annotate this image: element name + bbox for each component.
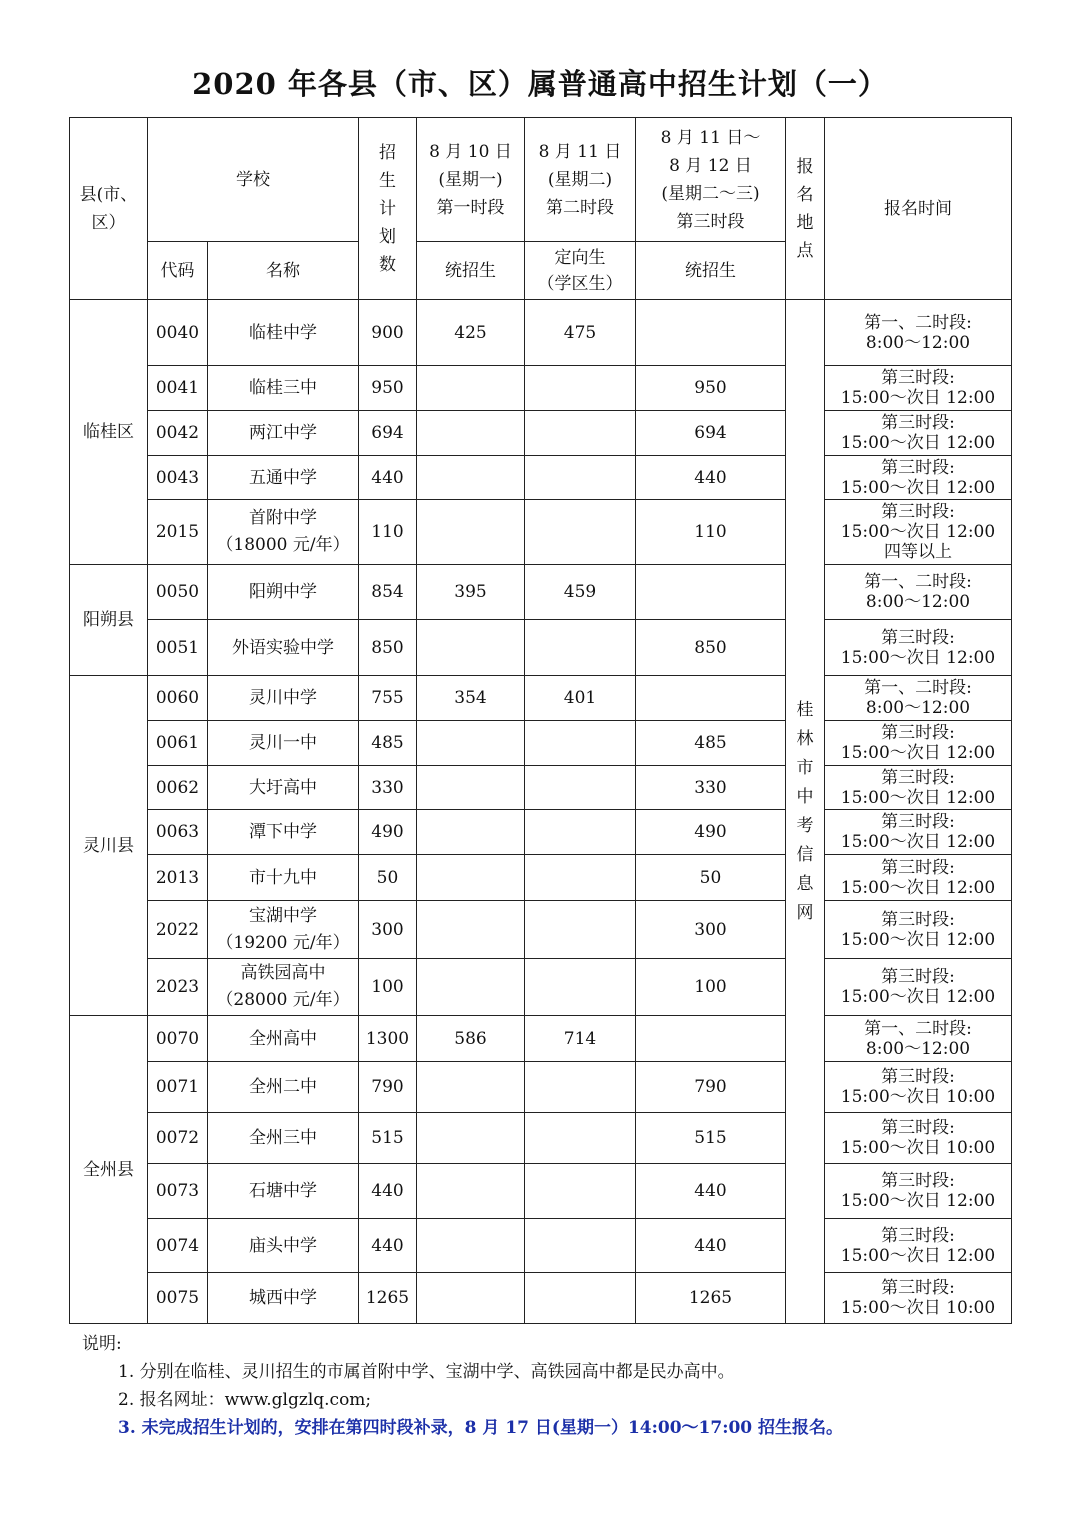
registration-time-line: 第三时段: bbox=[881, 723, 955, 743]
note-1: 1. 分别在临桂、灵川招生的市属首附中学、宝湖中学、高铁园高中都是民办高中。 bbox=[118, 1362, 735, 1382]
period-1-cell bbox=[417, 500, 525, 565]
period-3-cell: 100 bbox=[636, 959, 786, 1016]
plan-cell: 440 bbox=[359, 1219, 417, 1273]
plan-cell: 110 bbox=[359, 500, 417, 565]
table-row bbox=[70, 721, 1012, 766]
notes bbox=[82, 1330, 1042, 1442]
code-cell: 0040 bbox=[148, 300, 208, 366]
registration-time-line: 15:00～次日 10:00 bbox=[840, 1087, 996, 1107]
registration-time-cell bbox=[825, 456, 1012, 500]
registration-time-line: 15:00～次日 12:00 bbox=[840, 647, 996, 668]
school-name-line: 两江中学 bbox=[249, 423, 317, 443]
registration-time-line: 15:00～次日 10:00 bbox=[840, 1298, 996, 1318]
registration-time-line: 第三时段: bbox=[881, 1118, 955, 1138]
table-row bbox=[70, 901, 1012, 959]
school-name-line: 宝湖中学 bbox=[249, 905, 317, 926]
registration-time-cell bbox=[825, 1016, 1012, 1062]
plan-cell: 490 bbox=[359, 810, 417, 855]
registration-time-line: 15:00～次日 12:00 bbox=[840, 929, 996, 950]
school-name-line: （28000 元/年） bbox=[216, 990, 350, 1010]
period-3-cell: 440 bbox=[636, 456, 786, 500]
period-1-cell: 425 bbox=[417, 300, 525, 366]
period-3-cell: 950 bbox=[636, 366, 786, 411]
school-name-cell bbox=[208, 1273, 359, 1324]
registration-time-line: 8:00～12:00 bbox=[865, 592, 971, 612]
plan-cell: 900 bbox=[359, 300, 417, 366]
code-cell: 0074 bbox=[148, 1219, 208, 1273]
registration-time-line: 第三时段: bbox=[881, 1171, 955, 1191]
registration-time-cell bbox=[825, 411, 1012, 456]
period-1-cell bbox=[417, 901, 525, 959]
school-name-line: （19200 元/年） bbox=[216, 932, 350, 953]
school-name-line: 阳朔中学 bbox=[249, 582, 317, 602]
header-period-2: 8 月 11 日 (星期二) 第二时段 bbox=[525, 118, 636, 242]
school-name-cell bbox=[208, 620, 359, 676]
registration-time-cell bbox=[825, 1062, 1012, 1113]
period-2-cell bbox=[525, 1219, 636, 1273]
table-row bbox=[70, 1062, 1012, 1113]
code-cell: 2023 bbox=[148, 959, 208, 1016]
code-cell: 0051 bbox=[148, 620, 208, 676]
period-1-cell: 354 bbox=[417, 676, 525, 721]
registration-time-line: 15:00～次日 12:00 bbox=[840, 477, 996, 498]
registration-time-cell bbox=[825, 1273, 1012, 1324]
school-name-line: 全州二中 bbox=[249, 1077, 317, 1097]
registration-time-cell bbox=[825, 366, 1012, 411]
period-2-cell bbox=[525, 1164, 636, 1219]
period-2-cell: 475 bbox=[525, 300, 636, 366]
period-1-cell bbox=[417, 411, 525, 456]
registration-time-cell bbox=[825, 901, 1012, 959]
period-2-cell bbox=[525, 901, 636, 959]
period-1-cell bbox=[417, 1062, 525, 1113]
code-cell: 2013 bbox=[148, 855, 208, 901]
school-name-line: 市十九中 bbox=[249, 867, 317, 888]
registration-time-cell bbox=[825, 620, 1012, 676]
school-name-cell bbox=[208, 1219, 359, 1273]
period-3-cell bbox=[636, 300, 786, 366]
header-p3-type: 统招生 bbox=[636, 242, 786, 300]
table-row bbox=[70, 855, 1012, 901]
school-name-line: 高铁园高中 bbox=[240, 963, 326, 983]
period-2-cell bbox=[525, 620, 636, 676]
period-3-cell: 1265 bbox=[636, 1273, 786, 1324]
registration-time-line: 四等以上 bbox=[884, 542, 952, 562]
school-name-cell bbox=[208, 766, 359, 810]
period-2-cell bbox=[525, 721, 636, 766]
table-row bbox=[70, 366, 1012, 411]
code-cell: 0063 bbox=[148, 810, 208, 855]
period-2-cell bbox=[525, 456, 636, 500]
period-1-cell bbox=[417, 456, 525, 500]
registration-time-line: 第三时段: bbox=[881, 909, 955, 930]
registration-time-line: 第一、二时段: bbox=[864, 572, 972, 592]
county-cell: 临桂区 bbox=[70, 300, 148, 565]
school-name-cell bbox=[208, 855, 359, 901]
registration-time-cell bbox=[825, 300, 1012, 366]
table-row bbox=[70, 411, 1012, 456]
code-cell: 2015 bbox=[148, 500, 208, 565]
registration-time-line: 第一、二时段: bbox=[864, 312, 972, 333]
period-2-cell: 401 bbox=[525, 676, 636, 721]
school-name-line: 庙头中学 bbox=[249, 1235, 317, 1256]
registration-time-line: 15:00～次日 12:00 bbox=[840, 1245, 996, 1266]
table-body bbox=[70, 300, 1012, 1324]
county-cell: 全州县 bbox=[70, 1016, 148, 1324]
county-cell: 灵川县 bbox=[70, 676, 148, 1016]
plan-cell: 485 bbox=[359, 721, 417, 766]
period-3-cell: 694 bbox=[636, 411, 786, 456]
registration-time-line: 第三时段: bbox=[881, 1278, 955, 1298]
registration-time-line: 15:00～次日 12:00 bbox=[840, 987, 996, 1007]
period-2-cell bbox=[525, 810, 636, 855]
registration-time-cell bbox=[825, 766, 1012, 810]
period-1-cell bbox=[417, 810, 525, 855]
plan-cell: 1265 bbox=[359, 1273, 417, 1324]
period-3-cell: 790 bbox=[636, 1062, 786, 1113]
registration-time-cell bbox=[825, 500, 1012, 565]
registration-time-line: 15:00～次日 12:00 bbox=[840, 877, 996, 898]
school-name-cell bbox=[208, 411, 359, 456]
school-name-cell bbox=[208, 456, 359, 500]
period-3-cell bbox=[636, 565, 786, 620]
registration-time-line: 15:00～次日 12:00 bbox=[840, 433, 996, 453]
period-1-cell bbox=[417, 1164, 525, 1219]
period-2-cell bbox=[525, 1273, 636, 1324]
note-2: 2. 报名网址：www.glgzlq.com; bbox=[118, 1390, 372, 1410]
registration-time-line: 第三时段: bbox=[881, 502, 955, 522]
table-row bbox=[70, 456, 1012, 500]
table-row bbox=[70, 810, 1012, 855]
header-name: 名称 bbox=[208, 242, 359, 300]
registration-time-line: 第三时段: bbox=[881, 457, 955, 478]
period-1-cell: 586 bbox=[417, 1016, 525, 1062]
school-name-line: 灵川中学 bbox=[249, 688, 317, 708]
period-1-cell bbox=[417, 1273, 525, 1324]
table-row bbox=[70, 1113, 1012, 1164]
school-name-line: 石塘中学 bbox=[249, 1181, 317, 1201]
registration-time-cell bbox=[825, 959, 1012, 1016]
plan-cell: 100 bbox=[359, 959, 417, 1016]
period-2-cell bbox=[525, 411, 636, 456]
notes-heading: 说明: bbox=[82, 1334, 122, 1354]
plan-cell: 515 bbox=[359, 1113, 417, 1164]
period-1-cell bbox=[417, 366, 525, 411]
school-name-line: 潭下中学 bbox=[249, 822, 317, 842]
registration-time-line: 第三时段: bbox=[881, 368, 955, 388]
period-3-cell: 490 bbox=[636, 810, 786, 855]
period-1-cell bbox=[417, 721, 525, 766]
period-1-cell bbox=[417, 620, 525, 676]
plan-cell: 790 bbox=[359, 1062, 417, 1113]
registration-site-text: 桂林市中考信息网 bbox=[796, 699, 814, 923]
period-3-cell bbox=[636, 1016, 786, 1062]
header-period-3: 8 月 11 日～ 8 月 12 日 (星期二～三) 第三时段 bbox=[636, 118, 786, 242]
school-name-cell bbox=[208, 500, 359, 565]
county-cell: 阳朔县 bbox=[70, 565, 148, 676]
period-3-cell: 850 bbox=[636, 620, 786, 676]
school-name-cell bbox=[208, 901, 359, 959]
table-row bbox=[70, 676, 1012, 721]
header-period-1: 8 月 10 日 (星期一) 第一时段 bbox=[417, 118, 525, 242]
registration-time-line: 第三时段: bbox=[881, 1067, 955, 1087]
table-row bbox=[70, 1219, 1012, 1273]
code-cell: 0075 bbox=[148, 1273, 208, 1324]
header-code: 代码 bbox=[148, 242, 208, 300]
school-name-line: 首附中学 bbox=[249, 508, 317, 528]
code-cell: 0041 bbox=[148, 366, 208, 411]
code-cell: 0070 bbox=[148, 1016, 208, 1062]
registration-time-line: 15:00～次日 12:00 bbox=[840, 522, 996, 542]
plan-cell: 50 bbox=[359, 855, 417, 901]
period-2-cell bbox=[525, 366, 636, 411]
registration-time-line: 15:00～次日 12:00 bbox=[840, 832, 996, 852]
school-name-cell bbox=[208, 565, 359, 620]
code-cell: 0060 bbox=[148, 676, 208, 721]
code-cell: 0062 bbox=[148, 766, 208, 810]
registration-time-line: 第三时段: bbox=[881, 627, 955, 648]
registration-site-cell bbox=[786, 300, 825, 1324]
school-name-cell bbox=[208, 1113, 359, 1164]
header-p2-type: 定向生 （学区生） bbox=[525, 242, 636, 300]
registration-time-line: 第一、二时段: bbox=[864, 1018, 972, 1039]
period-3-cell: 300 bbox=[636, 901, 786, 959]
registration-time-line: 8:00～12:00 bbox=[865, 1038, 971, 1059]
table-row bbox=[70, 565, 1012, 620]
plan-cell: 694 bbox=[359, 411, 417, 456]
note-3: 3. 未完成招生计划的，安排在第四时段补录，8 月 17 日(星期一）14:00～17:00 招生报名。 bbox=[118, 1418, 844, 1438]
code-cell: 0071 bbox=[148, 1062, 208, 1113]
registration-time-cell bbox=[825, 855, 1012, 901]
header-county: 县(市、区） bbox=[70, 118, 148, 300]
school-name-line: （18000 元/年） bbox=[216, 535, 350, 555]
code-cell: 2022 bbox=[148, 901, 208, 959]
registration-time-cell bbox=[825, 676, 1012, 721]
registration-time-line: 15:00～次日 12:00 bbox=[840, 743, 996, 763]
plan-cell: 440 bbox=[359, 1164, 417, 1219]
plan-cell: 850 bbox=[359, 620, 417, 676]
header-p1-type: 统招生 bbox=[417, 242, 525, 300]
registration-time-line: 第三时段: bbox=[881, 1225, 955, 1246]
table-row bbox=[70, 1164, 1012, 1219]
school-name-line: 全州高中 bbox=[249, 1028, 317, 1049]
school-name-cell bbox=[208, 810, 359, 855]
school-name-line: 五通中学 bbox=[249, 467, 317, 488]
registration-time-line: 15:00～次日 12:00 bbox=[840, 1191, 996, 1211]
school-name-line: 大圩高中 bbox=[249, 777, 317, 798]
header-site: 报名地点 bbox=[786, 118, 825, 300]
registration-time-cell bbox=[825, 1164, 1012, 1219]
registration-time-cell bbox=[825, 1219, 1012, 1273]
period-2-cell: 714 bbox=[525, 1016, 636, 1062]
plan-cell: 300 bbox=[359, 901, 417, 959]
school-name-cell bbox=[208, 300, 359, 366]
plan-cell: 330 bbox=[359, 766, 417, 810]
code-cell: 0073 bbox=[148, 1164, 208, 1219]
plan-cell: 950 bbox=[359, 366, 417, 411]
table-row bbox=[70, 500, 1012, 565]
code-cell: 0043 bbox=[148, 456, 208, 500]
school-name-cell bbox=[208, 1164, 359, 1219]
period-1-cell bbox=[417, 959, 525, 1016]
registration-time-line: 第一、二时段: bbox=[864, 678, 972, 698]
registration-time-line: 第三时段: bbox=[881, 812, 955, 832]
table-row bbox=[70, 1016, 1012, 1062]
header-plan: 招生计划数 bbox=[359, 118, 417, 300]
school-name-line: 临桂中学 bbox=[249, 322, 317, 343]
school-name-cell bbox=[208, 366, 359, 411]
period-2-cell bbox=[525, 766, 636, 810]
code-cell: 0042 bbox=[148, 411, 208, 456]
period-3-cell: 440 bbox=[636, 1219, 786, 1273]
period-2-cell bbox=[525, 855, 636, 901]
period-1-cell: 395 bbox=[417, 565, 525, 620]
school-name-cell bbox=[208, 1062, 359, 1113]
registration-time-line: 15:00～次日 12:00 bbox=[840, 787, 996, 808]
period-3-cell: 440 bbox=[636, 1164, 786, 1219]
table-row bbox=[70, 1273, 1012, 1324]
registration-time-cell bbox=[825, 1113, 1012, 1164]
code-cell: 0061 bbox=[148, 721, 208, 766]
plan-cell: 755 bbox=[359, 676, 417, 721]
registration-time-line: 8:00～12:00 bbox=[865, 332, 971, 353]
period-3-cell: 50 bbox=[636, 855, 786, 901]
table-row bbox=[70, 959, 1012, 1016]
code-cell: 0050 bbox=[148, 565, 208, 620]
code-cell: 0072 bbox=[148, 1113, 208, 1164]
registration-time-line: 第三时段: bbox=[881, 767, 955, 788]
period-2-cell bbox=[525, 959, 636, 1016]
period-2-cell bbox=[525, 500, 636, 565]
period-3-cell: 110 bbox=[636, 500, 786, 565]
period-2-cell: 459 bbox=[525, 565, 636, 620]
registration-time-line: 8:00～12:00 bbox=[865, 698, 971, 718]
registration-time-line: 15:00～次日 12:00 bbox=[840, 388, 996, 408]
school-name-line: 外语实验中学 bbox=[232, 637, 334, 658]
period-3-cell: 515 bbox=[636, 1113, 786, 1164]
period-3-cell: 330 bbox=[636, 766, 786, 810]
registration-time-line: 第三时段: bbox=[881, 857, 955, 878]
table-row bbox=[70, 620, 1012, 676]
header-time: 报名时间 bbox=[825, 118, 1012, 300]
school-name-cell bbox=[208, 721, 359, 766]
period-1-cell bbox=[417, 855, 525, 901]
period-1-cell bbox=[417, 766, 525, 810]
school-name-cell bbox=[208, 676, 359, 721]
page-title: 2020 年各县（市、区）属普通高中招生计划（一） bbox=[192, 67, 888, 101]
school-name-line: 灵川一中 bbox=[249, 733, 317, 753]
school-name-cell bbox=[208, 1016, 359, 1062]
registration-time-cell bbox=[825, 721, 1012, 766]
period-1-cell bbox=[417, 1113, 525, 1164]
period-2-cell bbox=[525, 1062, 636, 1113]
registration-time-line: 15:00～次日 10:00 bbox=[840, 1138, 996, 1158]
school-name-cell bbox=[208, 959, 359, 1016]
plan-cell: 1300 bbox=[359, 1016, 417, 1062]
school-name-line: 城西中学 bbox=[249, 1288, 317, 1308]
period-1-cell bbox=[417, 1219, 525, 1273]
table-row bbox=[70, 766, 1012, 810]
registration-time-line: 第三时段: bbox=[881, 413, 955, 433]
school-name-line: 临桂三中 bbox=[249, 378, 317, 398]
enrollment-plan-table bbox=[69, 117, 1012, 1324]
table-row bbox=[70, 300, 1012, 366]
registration-time-line: 第三时段: bbox=[881, 967, 955, 987]
plan-cell: 854 bbox=[359, 565, 417, 620]
period-3-cell: 485 bbox=[636, 721, 786, 766]
header-school: 学校 bbox=[148, 118, 359, 242]
registration-time-cell bbox=[825, 810, 1012, 855]
period-3-cell bbox=[636, 676, 786, 721]
registration-time-cell bbox=[825, 565, 1012, 620]
school-name-line: 全州三中 bbox=[249, 1128, 317, 1148]
period-2-cell bbox=[525, 1113, 636, 1164]
plan-cell: 440 bbox=[359, 456, 417, 500]
